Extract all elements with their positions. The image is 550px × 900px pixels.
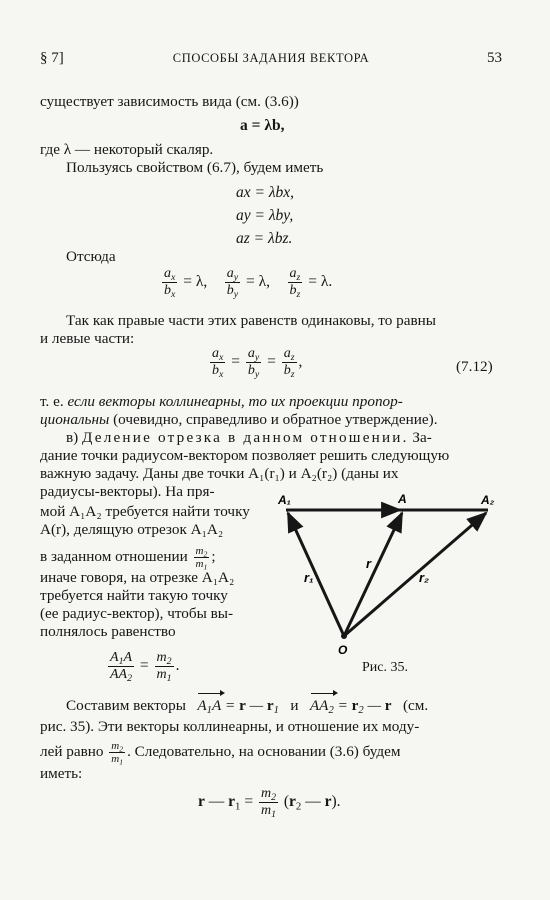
text-line: в заданном отношении $\frac{m_2}{m_1}$ ; [40,545,216,572]
text-line: иметь: [40,765,83,782]
equation-z: az = λbz. [236,230,293,247]
equation-collinear: a = λb, [240,117,285,134]
text-line: Составим векторы $A_1A = r$ — $r_1$ и $AA_2 = r_2$ — r (см. [66,697,429,717]
equation-ratio: $\frac{A_1A}{AA_2}$ = $\frac{m_2}{m_1}$ . [110,650,180,684]
running-header [40,50,502,74]
text-line: мой A₁A₂ требуется найти точку [40,503,250,520]
text-line: иначе говоря, на отрезке A₁A₂ [40,569,235,586]
equation-final: r — $r_1$ = $\frac{m_2}{m_1}$ ($r_2$ — r). [198,786,341,820]
section-number: § 7] [40,50,64,66]
label-r2: r₂ [419,570,430,585]
equation-x: ax = λbx, [236,184,295,201]
text-line: A(r), делящую отрезок A₁A₂ [40,521,224,538]
text-line: и левые части: [40,330,135,347]
label-a1: A₁ [278,493,291,507]
point-o [341,633,347,639]
text-line: т. е. если векторы коллинеарны, то их проекции пропор- [40,393,403,410]
text-line: (ее радиус-вектор), чтобы вы- [40,605,234,622]
label-a: A [398,492,407,506]
text-line: лей равно $\frac{m_2}{m_1}$ . Следовательно, на основании (3.6) будем [40,740,401,767]
text-line: важную задачу. Даны две точки A₁(r₁) и A₂(r₂) (даны их [40,465,399,482]
label-r: r [366,556,372,571]
running-title: СПОСОБЫ ЗАДАНИЯ ВЕКТОРА [172,51,370,65]
text-line: существует зависимость вида (см. (3.6)) [40,93,299,110]
equation-proportion: $\frac{a_x}{b_x}$ = $\frac{a_y}{b_y}$ = $\frac{a_z}{b_z}$ , [212,346,303,380]
text-line: Отсюда [66,248,116,265]
label-a2: A₂ [481,493,495,507]
text-line: Так как правые части этих равенств одинаковы, то равны [66,312,436,329]
figure-caption: Рис. 35. [362,660,408,675]
equation-y: ay = λby, [236,207,294,224]
vector-r1 [288,513,344,636]
vector-r2 [344,513,486,636]
text-line: Пользуясь свойством (6.7), будем иметь [66,159,324,176]
figure-35-diagram [276,488,506,658]
page-number: 53 [487,50,502,66]
text-line: требуется найти такую точку [40,587,228,604]
label-o: O [338,643,348,657]
text-line: радиусы-векторы). На пря- [40,483,215,500]
vector-r [344,513,402,636]
text-line: дание точки радиусом-вектором позволяет решить следующую [40,447,450,464]
text-line: полнялось равенство [40,623,176,640]
label-r1: r₁ [304,570,314,585]
equation-number: (7.12) [456,358,493,375]
text-line: циональны (очевидно, справедливо и обратное утверждение). [40,411,438,428]
text-line: рис. 35). Эти векторы коллинеарны, и отношение их моду- [40,718,420,735]
text-line: где λ — некоторый скаляр. [40,141,214,158]
ratio-equations: $\frac{a_x}{b_x}$ = λ, $\frac{a_y}{b_y}$ = λ, $\frac{a_z}{b_z}$ = λ. [164,266,333,300]
text-line: в) Деление отрезка в данном отношении. За- [66,429,432,446]
